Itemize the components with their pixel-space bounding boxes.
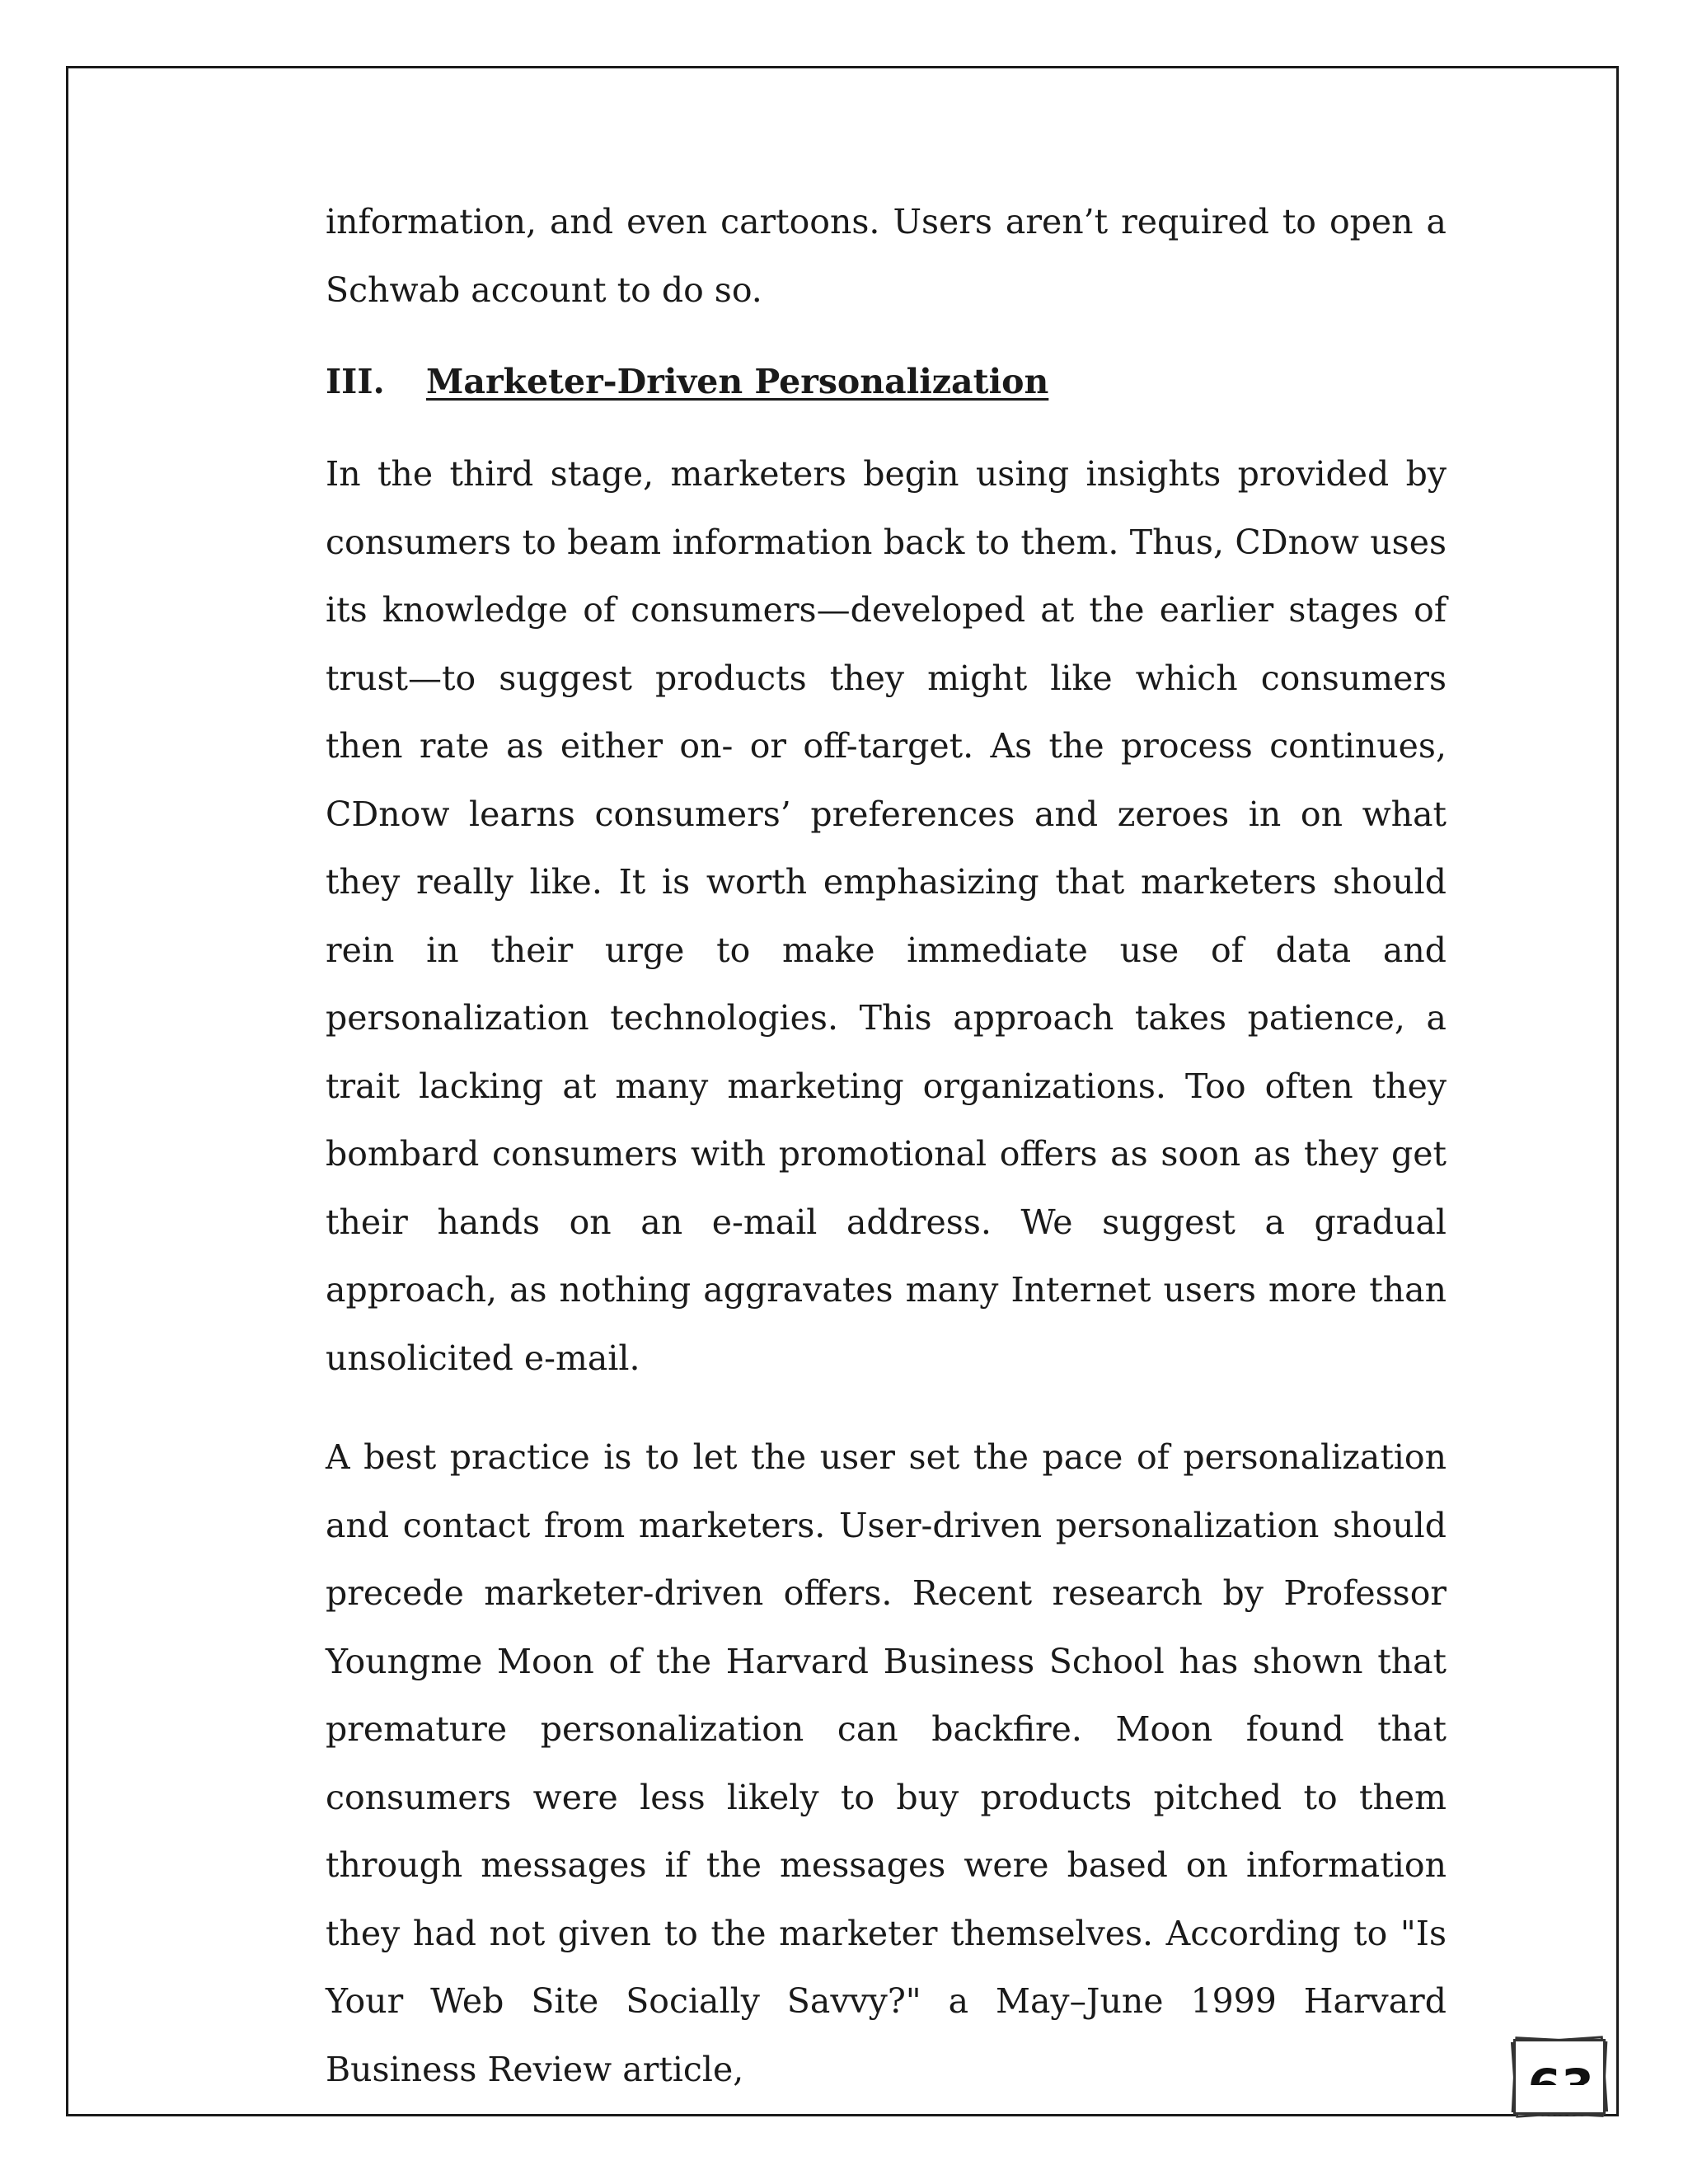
opening-paragraph: information, and even cartoons. Users aren’t required to open a Schwab account to do so.	[326, 202, 1447, 310]
section-title: Marketer-Driven Personalization	[426, 362, 1049, 401]
page-number-badge	[1510, 2034, 1612, 2116]
section-heading	[326, 355, 1447, 409]
body-paragraph-2: A best practice is to let the user set the pace of personalization and contact from marketers. User-driven personalization should precede marketer-driven offers. Recent research by Professor Youngme Moon of the Harvard Business School has shown that premature personalization can backfire. Moon found that consumers were less likely to buy products pitched to them through messages if the messages were based on information they had not given to the marketer themselves. According to "Is Your Web Site Socially Savvy?" a May–June 1999 Harvard Business Review article,	[326, 1437, 1447, 2089]
document-body	[326, 188, 1447, 2103]
section-number: III.	[326, 362, 385, 401]
body-paragraph-1: In the third stage, marketers begin using insights provided by consumers to beam information back to them. Thus, CDnow uses its knowledge of consumers—developed at the earlier stages of trust—to suggest products they might like which consumers then rate as either on- or off-target. As the process continues, CDnow learns consumers’ preferences and zeroes in on what they really like. It is worth emphasizing that marketers should rein in their urge to make immediate use of data and personalization technologies. This approach takes patience, a trait lacking at many marketing organizations. Too often they bombard consumers with promotional offers as soon as they get their hands on an e-mail address. We suggest a gradual approach, as nothing aggravates many Internet users more than unsolicited e-mail.	[326, 454, 1447, 1378]
